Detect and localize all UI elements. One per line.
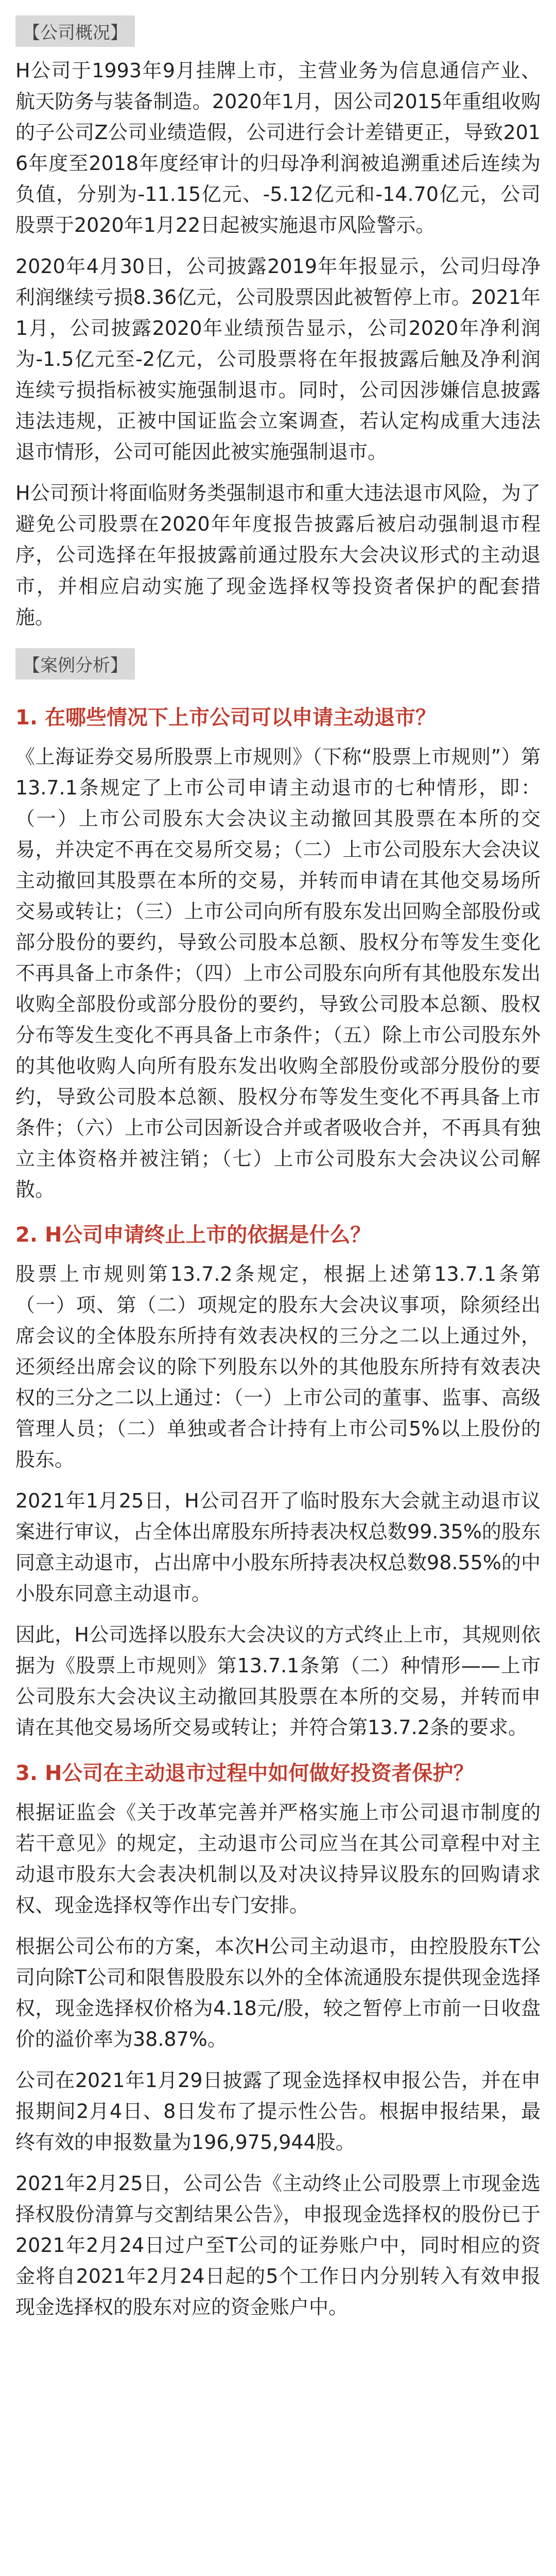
overview-paragraph: H公司于1993年9月挂牌上市，主营业务为信息通信产业、航天防务与装备制造。2020年1月，因公司2015年重组收购的子公司Z公司业绩造假，公司进行会计差错更正，导致2016年度至2018年度经审计的归母净利润被追溯重述后连续为负值，分别为-11.15亿元、-5.12亿元和-14.70亿元，公司股票于2020年1月22日起被实施退市风险警示。 — [15, 59, 541, 237]
analysis-paragraph: 《上海证券交易所股票上市规则》（下称“股票上市规则”）第13.7.1条规定了上市公司申请主动退市的七种情形，即：（一）上市公司股东大会决议主动撤回其股票在本所的交易，并决定不再在交易所交易；（二）上市公司股东大会决议主动撤回其股票在本所的交易，并转而申请在其他交易场所交易或转让；（三）上市公司向所有股东发出回购全部股份或部分股份的要约，导致公司股本总额、股权分布等发生变化不再具备上市条件；（四）上市公司股东向所有其他股东发出收购全部股份或部分股份的要约，导致公司股本总额、股权分布等发生变化不再具备上市条件；（五）除上市公司股东外的其他收购人向所有股东发出收购全部股份或部分股份的要约，导致公司股本总额、股权分布等发生变化不再具备上市条件；（六）上市公司因新设合并或者吸收合并，不再具有独立主体资格并被注销；（七）上市公司股东大会决议公司解散。 — [15, 745, 541, 1201]
analysis-paragraph: 根据公司公布的方案，本次H公司主动退市，由控股股东T公司向除T公司和限售股股东以外的全体流通股东提供现金选择权，现金选择权价格为4.18元/股，较之暂停上市前一日收盘价的溢价率为38.87%。 — [15, 1935, 541, 2050]
analysis-paragraph: 公司在2021年1月29日披露了现金选择权申报公告，并在申报期间2月4日、8日发布了提示性公告。根据申报结果，最终有效的申报数量为196,975,944股。 — [15, 2069, 541, 2154]
section-tag-overview: 【公司概况】 — [15, 15, 135, 47]
section-tag-analysis: 【案例分析】 — [15, 648, 135, 680]
question-title: 3. H公司在主动退市过程中如何做好投资者保护？ — [15, 1761, 474, 1785]
analysis-paragraph: 因此，H公司选择以股东大会决议的方式终止上市，其规则依据为《股票上市规则》第13.7.1条第（二）种情形——上市公司股东大会决议主动撤回其股票在本所的交易，并转而申请在其他交易场所交易或转让；并符合第13.7.2条的要求。 — [15, 1623, 541, 1739]
question-title: 1. 在哪些情况下上市公司可以申请主动退市？ — [15, 705, 436, 730]
overview-paragraph: 2020年4月30日，公司披露2019年年报显示，公司归母净利润继续亏损8.36亿元，公司股票因此被暂停上市。2021年1月，公司披露2020年业绩预告显示，公司2020年净利润为-1.5亿元至-2亿元，公司股票将在年报披露后触及净利润连续亏损指标被实施强制退市。同时，公司因涉嫌信息披露违法违规，正被中国证监会立案调查，若认定构成重大违法退市情形，公司可能因此被实施强制退市。 — [15, 255, 541, 464]
overview-paragraph: H公司预计将面临财务类强制退市和重大违法退市风险，为了避免公司股票在2020年年度报告披露后被启动强制退市程序，公司选择在年报披露前通过股东大会决议形式的主动退市，并相应启动实施了现金选择权等投资者保护的配套措施。 — [15, 482, 541, 629]
analysis-paragraph: 2021年1月25日，H公司召开了临时股东大会就主动退市议案进行审议，占全体出席股东所持表决权总数99.35%的股东同意主动退市，占出席中小股东所持表决权总数98.55%的中小股东同意主动退市。 — [15, 1489, 541, 1605]
analysis-paragraph: 2021年2月25日，公司公告《主动终止公司股票上市现金选择权股份清算与交割结果公告》，申报现金选择权的股份已于2021年2月24日过户至T公司的证券账户中，同时相应的资金将自2021年2月24日起的5个工作日内分别转入有效申报现金选择权的股东对应的资金账户中。 — [15, 2172, 541, 2318]
analysis-paragraph: 股票上市规则第13.7.2条规定，根据上述第13.7.1条第（一）项、第（二）项规定的股东大会决议事项，除须经出席会议的全体股东所持有效表决权的三分之二以上通过外，还须经出席会议的除下列股东以外的其他股东所持有效表决权的三分之二以上通过：（一）上市公司的董事、监事、高级管理人员；（二）单独或者合计持有上市公司5%以上股份的股东。 — [15, 1263, 541, 1471]
question-title: 2. H公司申请终止上市的依据是什么？ — [15, 1223, 371, 1247]
analysis-paragraph: 根据证监会《关于改革完善并严格实施上市公司退市制度的若干意见》的规定，主动退市公司应当在其公司章程中对主动退市股东大会表决机制以及对决议持异议股东的回购请求权、现金选择权等作出专门安排。 — [15, 1801, 541, 1917]
